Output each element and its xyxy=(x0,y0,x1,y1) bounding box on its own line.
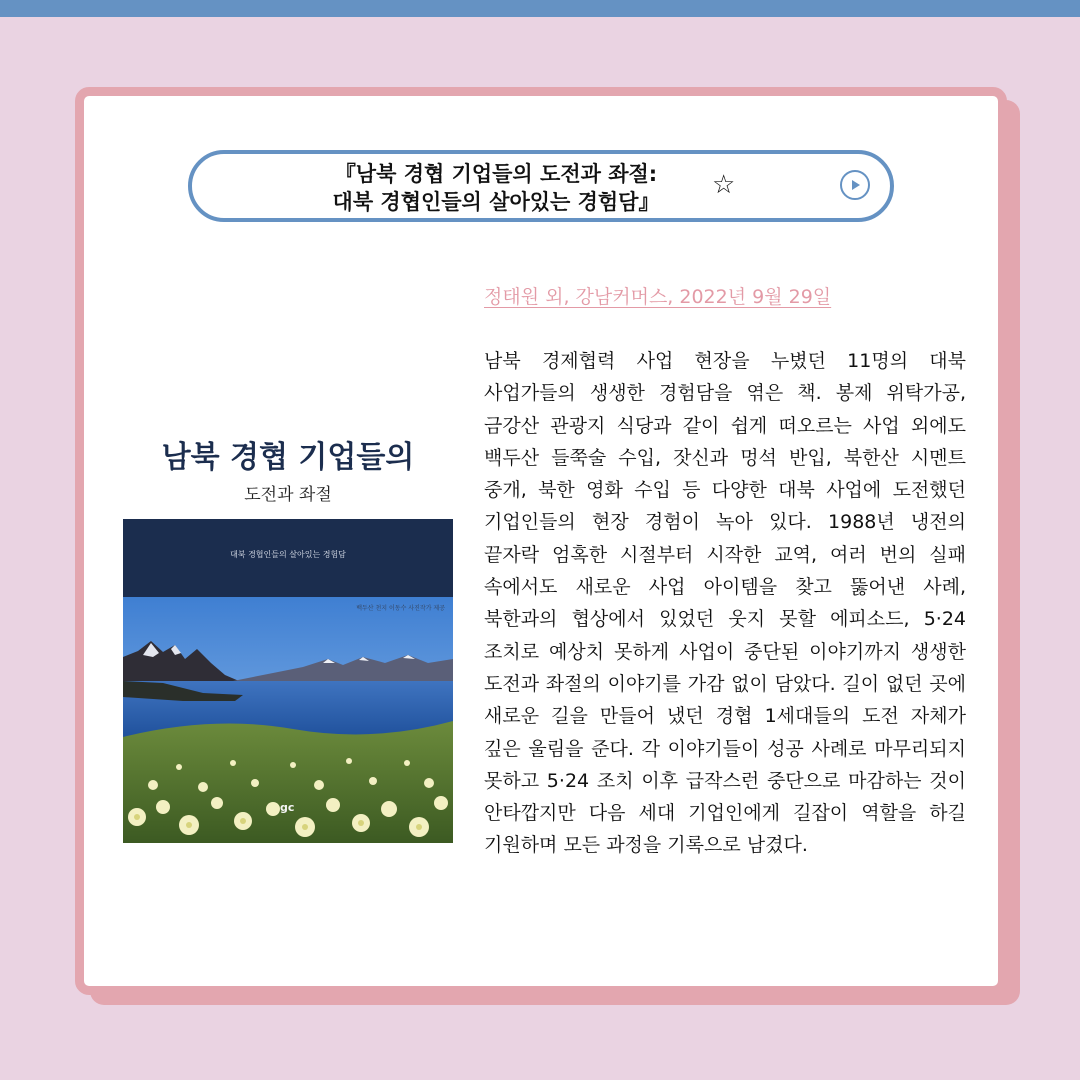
cover-photo-credit: 백두산 천지 이동수 사진작가 제공 xyxy=(356,605,445,612)
book-cover-image xyxy=(123,519,453,843)
book-title-heading xyxy=(276,160,716,216)
cover-band-text: 대북 경협인들의 살아있는 경험담 xyxy=(230,550,346,559)
title-pill xyxy=(188,150,894,222)
publisher-logo: gc xyxy=(280,801,295,814)
star-icon[interactable]: ☆ xyxy=(712,170,736,200)
play-icon xyxy=(851,179,861,191)
book-description: 남북 경제협력 사업 현장을 누볐던 11명의 대북 사업가들의 생생한 경험담을 엮은 책. 봉제 위탁가공, 금강산 관광지 식당과 같이 쉽게 떠오르는 사업 외에도 백두산 들쭉술 수입, 잣신과 멍석 반입, 북한산 시멘트 중개, 북한 영화 수입 등 다양한 대북 사업에 도전했던 기업인들의 현장 경험이 녹아 있다. 1988년 냉전의 끝자락 엄혹한 시절부터 시작한 교역, 여러 번의 실패 속에서도 새로운 사업 아이템을 찾고 뚫어낸 사례, 북한과의 협상에서 있었던 웃지 못할 에피소드, 5·24 조치로 예상치 못하게 사업이 중단된 이야기까지 생생한 도전과 좌절의 이야기를 가감 없이 담았다. 길이 없던 곳에 새로운 길을 만들어 냈던 경협 1세대들의 도전 자체가 깊은 울림을 준다. 각 이야기들이 성공 사례로 마무리되지 못하고 5·24 조치 이후 급작스런 중단으로 마감하는 것이 안타깝지만 다음 세대 기업인에게 길잡이 역할을 하길 기원하며 모든 과정을 기록으로 남겼다. xyxy=(484,350,966,857)
cover-subtitle: 도전과 좌절 xyxy=(244,485,332,505)
title-line-1: 『남북 경협 기업들의 도전과 좌절: xyxy=(334,162,658,186)
author-publisher-date: 정태원 외, 강남커머스, 2022년 9월 29일 xyxy=(484,286,832,308)
cover-title: 남북 경협 기업들의 xyxy=(161,440,415,475)
play-button[interactable] xyxy=(840,170,870,200)
top-accent-bar xyxy=(0,0,1080,17)
title-line-2: 대북 경협인들의 살아있는 경험담』 xyxy=(332,190,660,214)
